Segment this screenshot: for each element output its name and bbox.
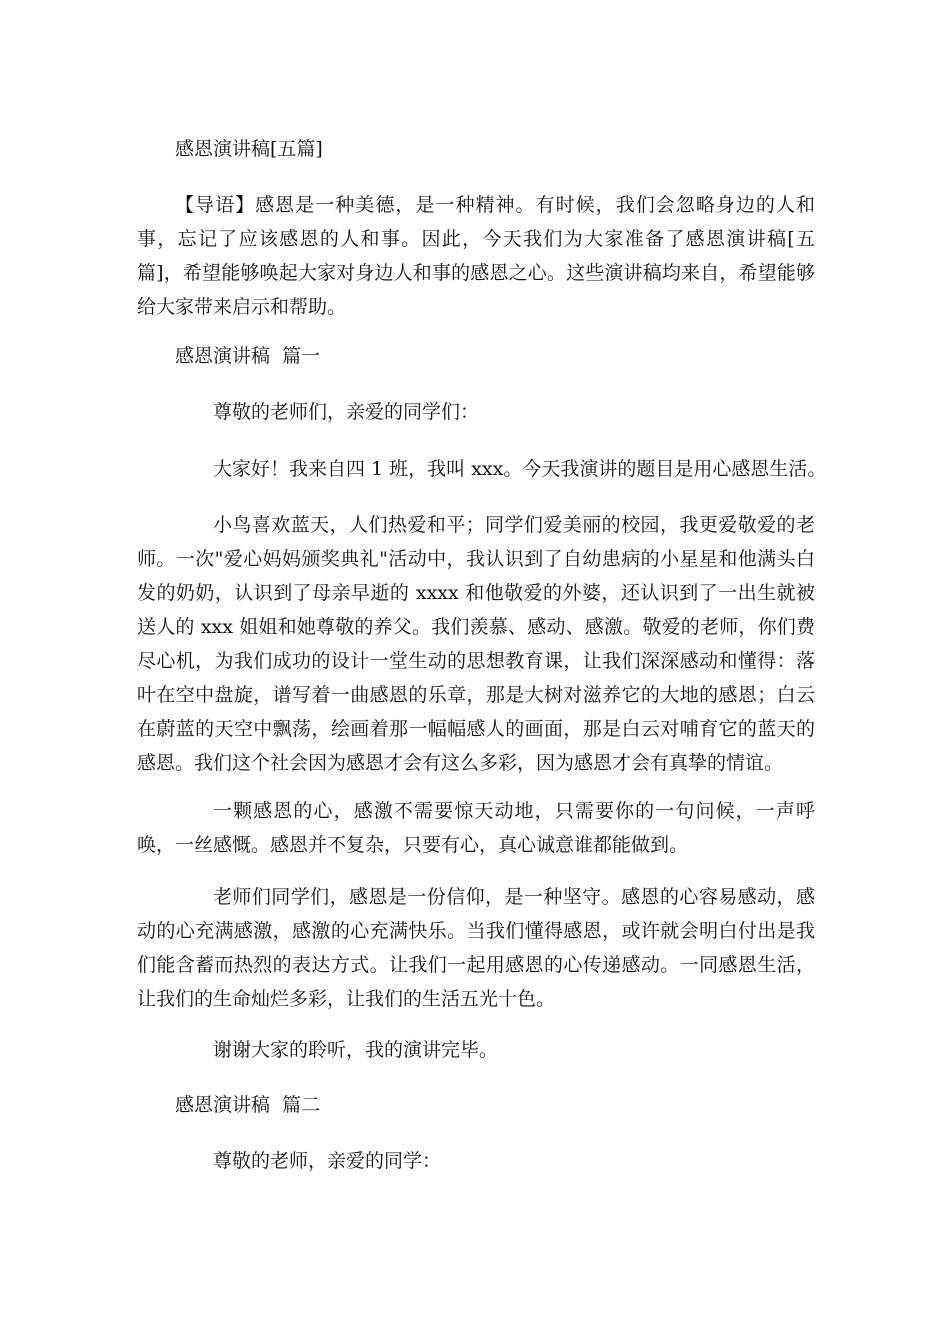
- greeting-line: 大家好！我来自四 1 班，我叫 xxx。今天我演讲的题目是用心感恩生活。: [213, 458, 827, 480]
- salutation-1: 尊敬的老师们，亲爱的同学们：: [213, 401, 480, 423]
- salutation-2: 尊敬的老师，亲爱的同学：: [213, 1150, 442, 1172]
- section-heading-1: 感恩演讲稿 篇一: [175, 345, 321, 367]
- section-heading-2: 感恩演讲稿 篇二: [175, 1094, 321, 1116]
- body-paragraph-2: 一颗感恩的心，感激不需要惊天动地，只需要你的一句问候，一声呼唤，一丝感慨。感恩并不复杂，只要有心，真心诚意谁都能做到。: [137, 800, 815, 856]
- intro-paragraph: 【导语】感恩是一种美德，是一种精神。有时候，我们会忽略身边的人和事，忘记了应该感恩的人和事。因此，今天我们为大家准备了感恩演讲稿[五篇]，希望能够唤起大家对身边人和事的感恩之心。这些演讲稿均来自，希望能够给大家带来启示和帮助。: [137, 194, 815, 318]
- closing-line: 谢谢大家的聆听，我的演讲完毕。: [213, 1039, 499, 1061]
- document-title: 感恩演讲稿[五篇]: [175, 138, 323, 160]
- body-paragraph-3: 老师们同学们，感恩是一份信仰，是一种坚守。感恩的心容易感动，感动的心充满感激，感激的心充满快乐。当我们懂得感恩，或许就会明白付出是我们能含蓄而热烈的表达方式。让我们一起用感恩的心传递感动。一同感恩生活，让我们的生命灿烂多彩，让我们的生活五光十色。: [137, 886, 815, 1010]
- body-paragraph-1: 小鸟喜欢蓝天，人们热爱和平；同学们爱美丽的校园，我更爱敬爱的老师。一次"爱心妈妈颁奖典礼"活动中，我认识到了自幼患病的小星星和他满头白发的奶奶，认识到了母亲早逝的 xxxx 和他敬爱的外婆，还认识到了一出生就被送人的 xxx 姐姐和她尊敬的养父。我们羡慕、感动、感激。敬爱的老师，你们费尽心机，为我们成功的设计一堂生动的思想教育课，让我们深深感动和懂得：落叶在空中盘旋，谱写着一曲感恩的乐章，那是大树对滋养它的大地的感恩；白云在蔚蓝的天空中飘荡，绘画着那一幅幅感人的画面，那是白云对哺育它的蓝天的感恩。我们这个社会因为感恩才会有这么多彩，因为感恩才会有真挚的情谊。: [137, 514, 815, 774]
